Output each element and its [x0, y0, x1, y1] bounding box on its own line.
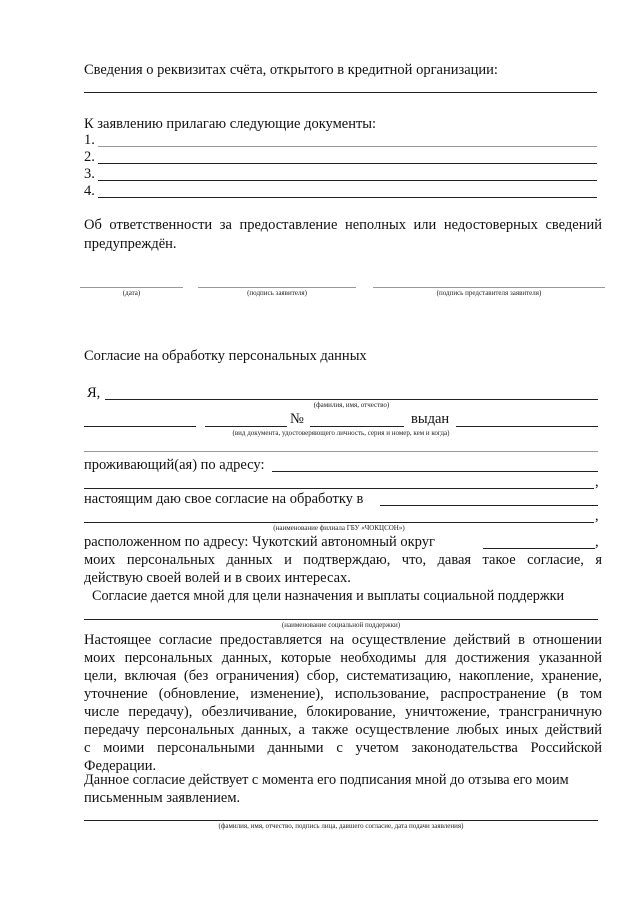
- doc-number-line[interactable]: [310, 426, 404, 427]
- date-line[interactable]: [80, 287, 183, 288]
- body-line-4: уточнение (обновление, изменение), использование, распространение (в том: [84, 686, 602, 702]
- located-label: расположенном по адресу: Чукотский автономный округ: [84, 534, 435, 550]
- attachment-number-1: 1.: [84, 132, 95, 148]
- issued-by-line[interactable]: [456, 426, 598, 427]
- validity-line-2: письменным заявлением.: [84, 790, 241, 806]
- address-line-1[interactable]: [272, 471, 598, 472]
- issued-label: выдан: [411, 411, 450, 427]
- attachment-number-2: 2.: [84, 149, 95, 165]
- address-line-2[interactable]: [84, 488, 594, 489]
- final-signature-line[interactable]: [84, 820, 598, 821]
- fio-caption: (фамилия, имя, отчество): [313, 401, 390, 409]
- attachments-label: К заявлению прилагаю следующие документы:: [84, 116, 377, 132]
- body-line-1: Настоящее согласие предоставляется на осуществление действий в отношении: [84, 632, 602, 648]
- number-sign: №: [290, 411, 304, 427]
- validity-line-1: Данное согласие действует с момента его подписания мной до отзыва его моим: [84, 772, 569, 788]
- applicant-signature-line[interactable]: [198, 287, 356, 288]
- branch-line-1[interactable]: [380, 505, 598, 506]
- branch-comma: ,: [595, 508, 599, 524]
- attachment-number-3: 3.: [84, 166, 95, 182]
- attachment-number-4: 4.: [84, 183, 95, 199]
- doc-type-line[interactable]: [84, 426, 196, 427]
- branch-line-2[interactable]: [84, 522, 594, 523]
- final-caption: (фамилия, имя, отчество, подпись лица, давшего согласие, дата подачи заявления): [218, 822, 464, 830]
- i-label: Я,: [87, 385, 101, 401]
- representative-signature-line[interactable]: [373, 287, 605, 288]
- responsibility-line-2: предупреждён.: [84, 236, 177, 252]
- account-details-label: Сведения о реквизитах счёта, открытого в кредитной организации:: [84, 62, 498, 78]
- body-line-8: Федерации.: [84, 758, 157, 774]
- consent-title: Согласие на обработку персональных данных: [84, 348, 367, 364]
- support-name-line[interactable]: [84, 619, 598, 620]
- representative-signature-caption: (подпись представителя заявителя): [436, 289, 542, 297]
- district-line[interactable]: [483, 548, 595, 549]
- address-comma: ,: [595, 474, 599, 490]
- residing-label: проживающий(ая) по адресу:: [84, 457, 265, 473]
- consent-paragraph-line-3: действую своей волей и в своих интересах.: [84, 570, 351, 586]
- support-caption: (наименование социальной поддержки): [281, 621, 401, 629]
- doc-series-line[interactable]: [205, 426, 287, 427]
- attachment-line-1[interactable]: [98, 146, 597, 147]
- doc-caption: (вид документа, удостоверяющего личность, серия и номер, кем и когда): [232, 429, 450, 437]
- fio-line[interactable]: [105, 399, 598, 400]
- district-comma: ,: [595, 534, 599, 550]
- doc-extra-line[interactable]: [84, 451, 598, 452]
- responsibility-line-1: Об ответственности за предоставление неполных или недостоверных сведений: [84, 217, 602, 233]
- body-line-6: передачу персональных данных, а также осуществление любых иных действий: [84, 722, 602, 738]
- body-line-2: моих персональных данных, которые необходимы для достижения указанной: [84, 650, 602, 666]
- body-line-5: числе передачу), обезличивание, блокирование, уничтожение, трансграничную: [84, 704, 602, 720]
- account-details-line[interactable]: [84, 92, 597, 93]
- attachment-line-3[interactable]: [98, 180, 597, 181]
- applicant-signature-caption: (подпись заявителя): [247, 289, 307, 297]
- body-line-7: с моими персональными данными с учетом законодательства Российской: [84, 740, 602, 756]
- consent-paragraph-line-2: моих персональных данных и подтверждаю, что, давая такое согласие, я: [84, 552, 602, 568]
- purpose-text: Согласие дается мной для цели назначения и выплаты социальной поддержки: [92, 588, 565, 604]
- body-line-3: цели, включая (без ограничения) сбор, систематизацию, накопление, хранение,: [84, 668, 602, 684]
- attachment-line-2[interactable]: [98, 163, 597, 164]
- date-caption: (дата): [122, 289, 141, 297]
- branch-caption: (наименование филиала ГБУ «ЧОКЦСОН»): [273, 524, 405, 532]
- attachment-line-4[interactable]: [98, 197, 597, 198]
- agree-label: настоящим даю свое согласие на обработку в: [84, 491, 364, 507]
